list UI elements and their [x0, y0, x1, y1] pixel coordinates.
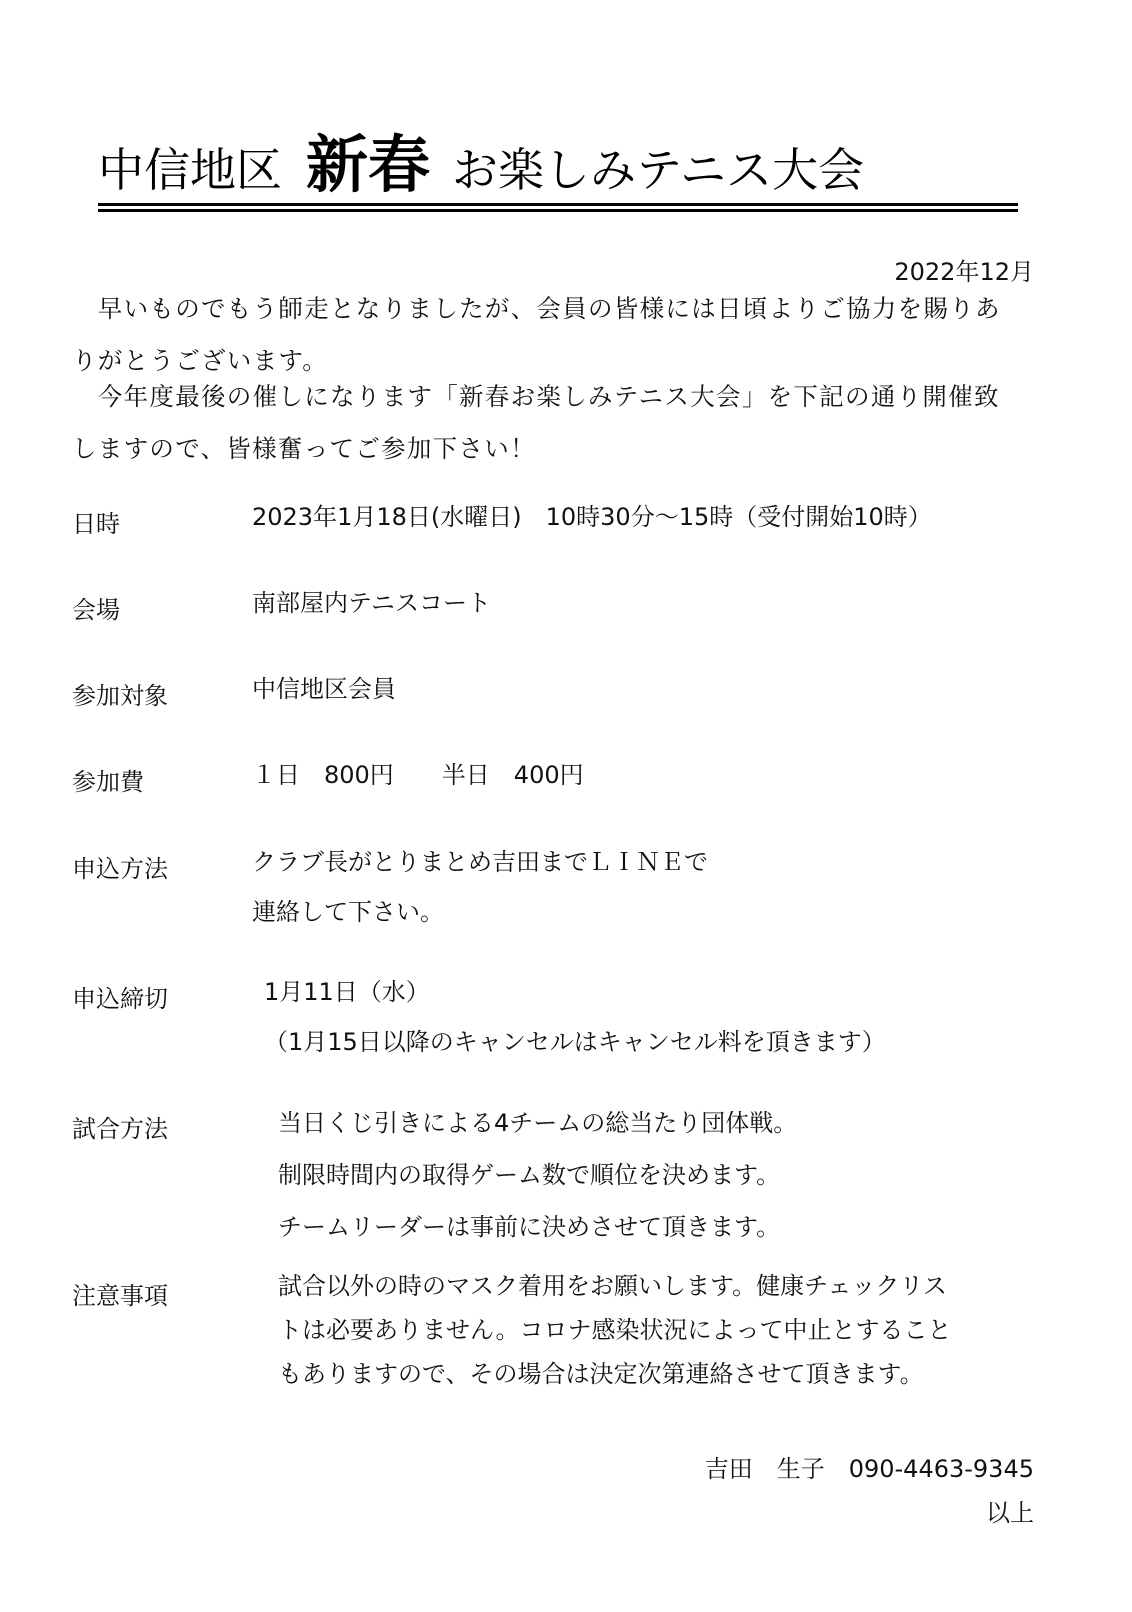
notes-label: 注意事項 — [72, 1282, 168, 1310]
title-region: 中信地区 — [98, 143, 282, 197]
fee-label: 参加費 — [72, 768, 144, 796]
title-underline-top — [98, 203, 1018, 206]
intro-line: りがとうございます。 — [72, 346, 329, 375]
document-title — [98, 118, 1018, 214]
datetime-label: 日時 — [72, 510, 120, 538]
datetime-value: 2023年1月18日(水曜日) 10時30分～15時（受付開始10時） — [252, 503, 932, 531]
closing-mark: 以上 — [986, 1499, 1034, 1527]
notes-line: 試合以外の時のマスク着用をお願いします。健康チェックリス — [278, 1272, 947, 1300]
venue-label: 会場 — [72, 596, 120, 624]
deadline-line: （1月15日以降のキャンセルはキャンセル料を頂きます） — [264, 1028, 886, 1056]
contact-signature: 吉田 生子 090-4463-9345 — [704, 1455, 1034, 1483]
deadline-value — [264, 967, 886, 1067]
intro-paragraph-2 — [72, 371, 1062, 475]
intro-line: しますので、皆様奮ってご参加下さい！ — [72, 434, 536, 463]
fee-value: １日 800円 半日 400円 — [252, 761, 584, 789]
format-line: 制限時間内の取得ゲーム数で順位を決めます。 — [278, 1161, 781, 1189]
intro-line: 早いものでもう師走となりましたが、会員の皆様には日頃よりご協力を賜りあ — [72, 294, 1001, 323]
venue-value: 南部屋内テニスコート — [252, 589, 492, 617]
title-event: お楽しみテニス大会 — [452, 143, 865, 197]
intro-line: 今年度最後の催しになります「新春お楽しみテニス大会」を下記の通り開催致 — [72, 382, 1000, 411]
apply-label: 申込方法 — [72, 855, 168, 883]
target-label: 参加対象 — [72, 682, 168, 710]
deadline-label: 申込締切 — [72, 985, 168, 1013]
apply-line: クラブ長がとりまとめ吉田までＬＩＮＥで — [252, 848, 708, 876]
deadline-line: 1月11日（水） — [264, 978, 430, 1006]
apply-value — [252, 837, 708, 937]
apply-line: 連絡して下さい。 — [252, 898, 444, 926]
title-emphasis: 新春 — [306, 128, 431, 201]
notes-value — [278, 1264, 951, 1396]
format-line: 当日くじ引きによる4チームの総当たり団体戦。 — [278, 1109, 798, 1137]
format-line: チームリーダーは事前に決めさせて頂きます。 — [278, 1213, 781, 1241]
format-value — [278, 1097, 797, 1253]
title-underline-bottom — [98, 209, 1018, 212]
format-label: 試合方法 — [72, 1115, 168, 1143]
notes-line: もありますので、その場合は決定次第連絡させて頂きます。 — [278, 1360, 924, 1388]
issue-date: 2022年12月 — [894, 258, 1034, 286]
target-value: 中信地区会員 — [252, 675, 396, 703]
notes-line: トは必要ありません。コロナ感染状況によって中止とすること — [278, 1316, 952, 1344]
